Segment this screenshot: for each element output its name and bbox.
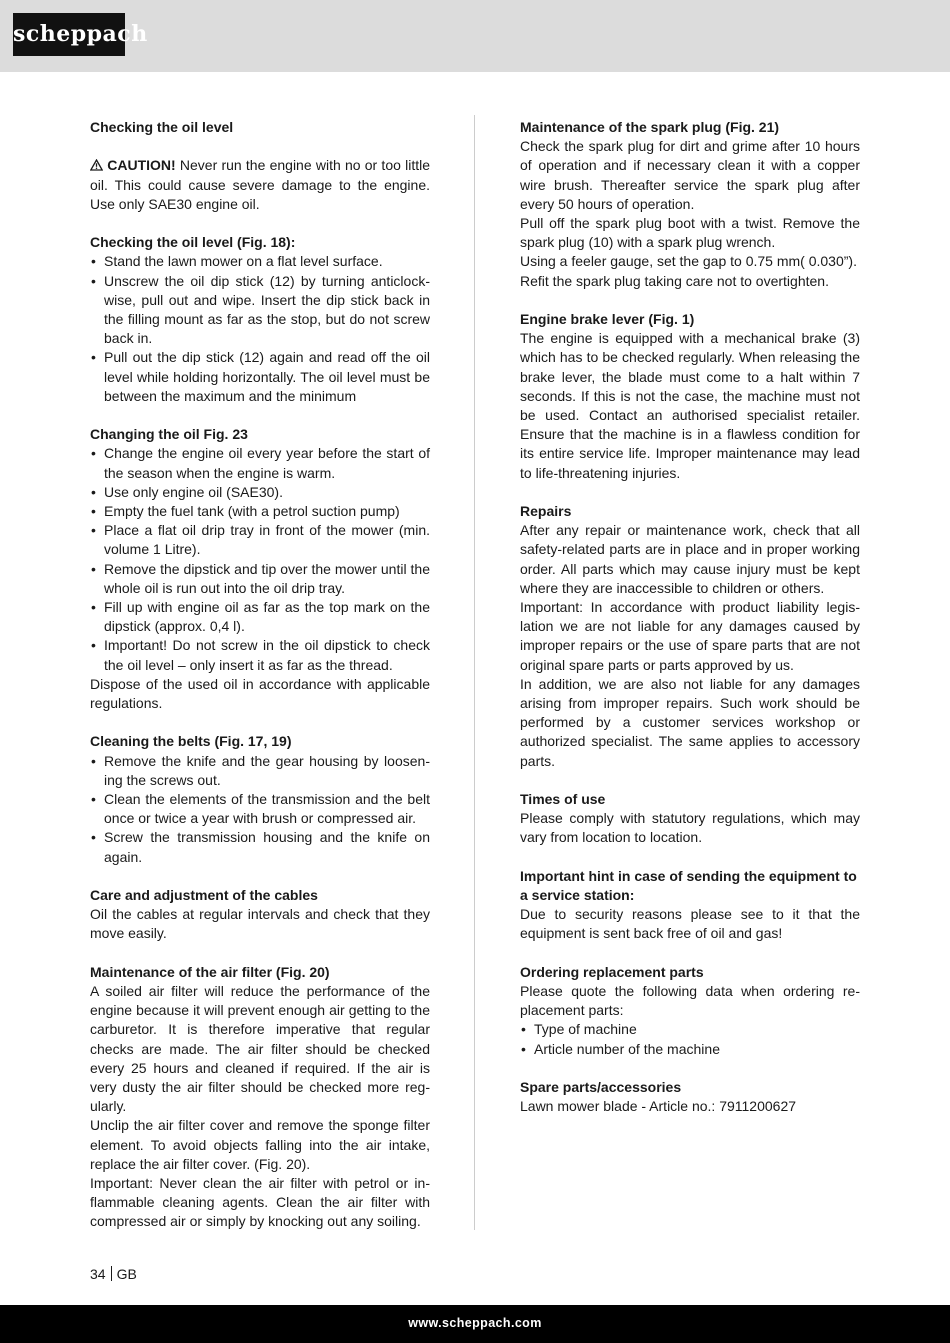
section-checking-oil-level-fig18 — [90, 233, 430, 406]
page-number: 34 — [90, 1266, 106, 1282]
left-column — [90, 118, 430, 1251]
list-item: • Article number of the machine — [521, 1040, 720, 1057]
section-cleaning-belts — [90, 732, 430, 866]
list-item: • Screw the transmission housing and the knife on again. — [91, 829, 430, 865]
section-heading: Important hint in case of sending the equipment to a service station: — [520, 867, 857, 904]
bullet-list — [90, 252, 430, 406]
section-checking-oil-level — [90, 118, 430, 214]
paragraph: Please comply with statutory regulations, which may vary from location to location. — [520, 810, 860, 846]
section-heading: Checking the oil level — [90, 119, 234, 135]
list-item: • Type of machine — [521, 1021, 637, 1038]
caution-paragraph — [90, 156, 430, 214]
header-band — [0, 0, 950, 72]
section-heading: Care and adjustment of the cables — [90, 887, 318, 904]
bullet-list — [90, 752, 430, 867]
scheppach-logo: scheppach — [13, 13, 125, 56]
paragraph: Lawn mower blade - Article no.: 7911200627 — [520, 1098, 797, 1115]
section-heading: Maintenance of the spark plug (Fig. 21) — [520, 119, 780, 135]
caution-label: CAUTION! — [107, 157, 176, 174]
warning-triangle-icon — [90, 156, 103, 175]
section-heading: Engine brake lever (Fig. 1) — [520, 311, 695, 328]
list-item: • Place a flat oil drip tray in front of the mower (min. volume 1 Litre). — [91, 522, 430, 558]
section-times-of-use — [520, 790, 860, 848]
paragraph: Refit the spark plug taking care not to overtighten. — [520, 272, 829, 289]
list-item: • Important! Do not screw in the oil dipstick to check the oil level – only insert it as far as the thread. — [91, 637, 430, 673]
paragraph: A soiled air filter will reduce the performance of the engine because it will prevent enough air getting to the carburetor. It is therefore imperative that regular checks are made. The air filter should be checked every 25 hours and cleaned if required. If the air is very dusty the air filter should be checked more regularly. — [90, 983, 430, 1115]
column-divider — [474, 115, 475, 1230]
section-repairs — [520, 502, 860, 771]
section-ordering-parts — [520, 963, 860, 1059]
footer-band — [0, 1305, 950, 1343]
paragraph: Check the spark plug for dirt and grime after 10 hours of operation and if necessary clean it with a copper wire brush. Thereafter service the spark plug after every 50 hours of operation. — [520, 138, 860, 212]
section-changing-oil — [90, 425, 430, 713]
caution-text: Never run the engine with no or too little oil. This could cause severe damage to the engine. Use only SAE30 engine oil. — [90, 157, 431, 212]
section-heading: Checking the oil level (Fig. 18): — [90, 234, 296, 251]
list-item: • Remove the dipstick and tip over the mower until the whole oil is run out into the oil drip tray. — [91, 560, 430, 596]
section-air-filter — [90, 963, 430, 1232]
list-item: • Remove the knife and the gear housing by loosening the screws out. — [91, 752, 430, 788]
paragraph: After any repair or maintenance work, check that all safety-related parts are in place and in proper working order. All parts which may cause injury must be kept where they are inaccessible to children or others. — [520, 522, 860, 596]
paragraph: Due to security reasons please see to it that the equipment is sent back free of oil and gas! — [520, 906, 860, 942]
section-spare-parts — [520, 1078, 860, 1116]
list-item: • Fill up with engine oil as far as the top mark on the dipstick (approx. 0,4 l). — [91, 599, 430, 635]
list-item: • Change the engine oil every year before the start of the season when the engine is warm. — [91, 445, 430, 481]
language-code: GB — [116, 1266, 137, 1282]
list-item: • Unscrew the oil dip stick (12) by turning anticlockwise, pull out and wipe. Insert the dip stick back in the filling mount as far as the stop, but do not screw back in. — [91, 272, 430, 347]
section-heading: Times of use — [520, 791, 606, 808]
website-link[interactable]: www.scheppach.com — [408, 1316, 542, 1330]
section-spark-plug — [520, 118, 860, 291]
section-service-station-hint — [520, 867, 860, 944]
paragraph: Please quote the following data when ordering replacement parts: — [520, 983, 860, 1019]
section-heading: Spare parts/accessories — [520, 1079, 682, 1096]
paragraph: Unclip the air filter cover and remove the sponge filter element. To avoid objects falling into the air intake, replace the air filter cover. (Fig. 20). — [90, 1117, 430, 1172]
paragraph: Dispose of the used oil in accordance with applicable regulations. — [90, 675, 430, 712]
footer-separator — [111, 1266, 112, 1281]
paragraph: Pull off the spark plug boot with a twist. Remove the spark plug (10) with a spark plug wrench. — [520, 215, 860, 251]
paragraph: In addition, we are also not liable for any damages arising from improper repairs. Such work should be performed by a customer services workshop or authorized specialist. The same applies to accessory parts. — [520, 675, 860, 769]
list-item: • Use only engine oil (SAE30). — [91, 483, 283, 500]
bullet-list — [90, 444, 430, 674]
section-engine-brake — [520, 310, 860, 483]
list-item: • Stand the lawn mower on a flat level surface. — [91, 253, 383, 270]
section-heading: Cleaning the belts (Fig. 17, 19) — [90, 733, 292, 750]
section-heading: Changing the oil Fig. 23 — [90, 426, 248, 443]
paragraph: Important: In accordance with product liability legislation we are not liable for any damages caused by improper repairs or the use of spare parts that are not original spare parts or parts approved by us. — [520, 599, 860, 673]
section-heading: Repairs — [520, 503, 572, 520]
section-heading: Maintenance of the air filter (Fig. 20) — [90, 963, 330, 980]
paragraph: The engine is equipped with a mechanical brake (3) which has to be checked regularly. When releasing the brake lever, the blade must come to a halt within 7 seconds. If this is not the case, the machine must not be used. Contact an authorised specialist retailer. Ensure that the machine is in a flawless condition for its entire service life. Improper maintenance may lead to life-threatening injuries. — [520, 330, 860, 481]
page-number-footer — [90, 1265, 137, 1284]
bullet-list — [520, 1020, 860, 1058]
section-cables — [90, 886, 430, 944]
paragraph: Important: Never clean the air filter with petrol or inflammable cleaning agents. Clean the air filter with compressed air or simply by knocking out any soiling. — [90, 1175, 430, 1230]
list-item: • Empty the fuel tank (with a petrol suction pump) — [91, 503, 400, 520]
list-item: • Pull out the dip stick (12) again and read off the oil level while holding horizontally. The oil level must be between the maximum and the minimum — [91, 349, 430, 404]
list-item: • Clean the elements of the transmission and the belt once or twice a year with brush or compressed air. — [91, 791, 430, 827]
paragraph: Oil the cables at regular intervals and check that they move easily. — [90, 906, 430, 942]
section-heading: Ordering replacement parts — [520, 963, 704, 980]
paragraph: Using a feeler gauge, set the gap to 0.75 mm( 0.030”). — [520, 253, 857, 270]
right-column — [520, 118, 860, 1136]
